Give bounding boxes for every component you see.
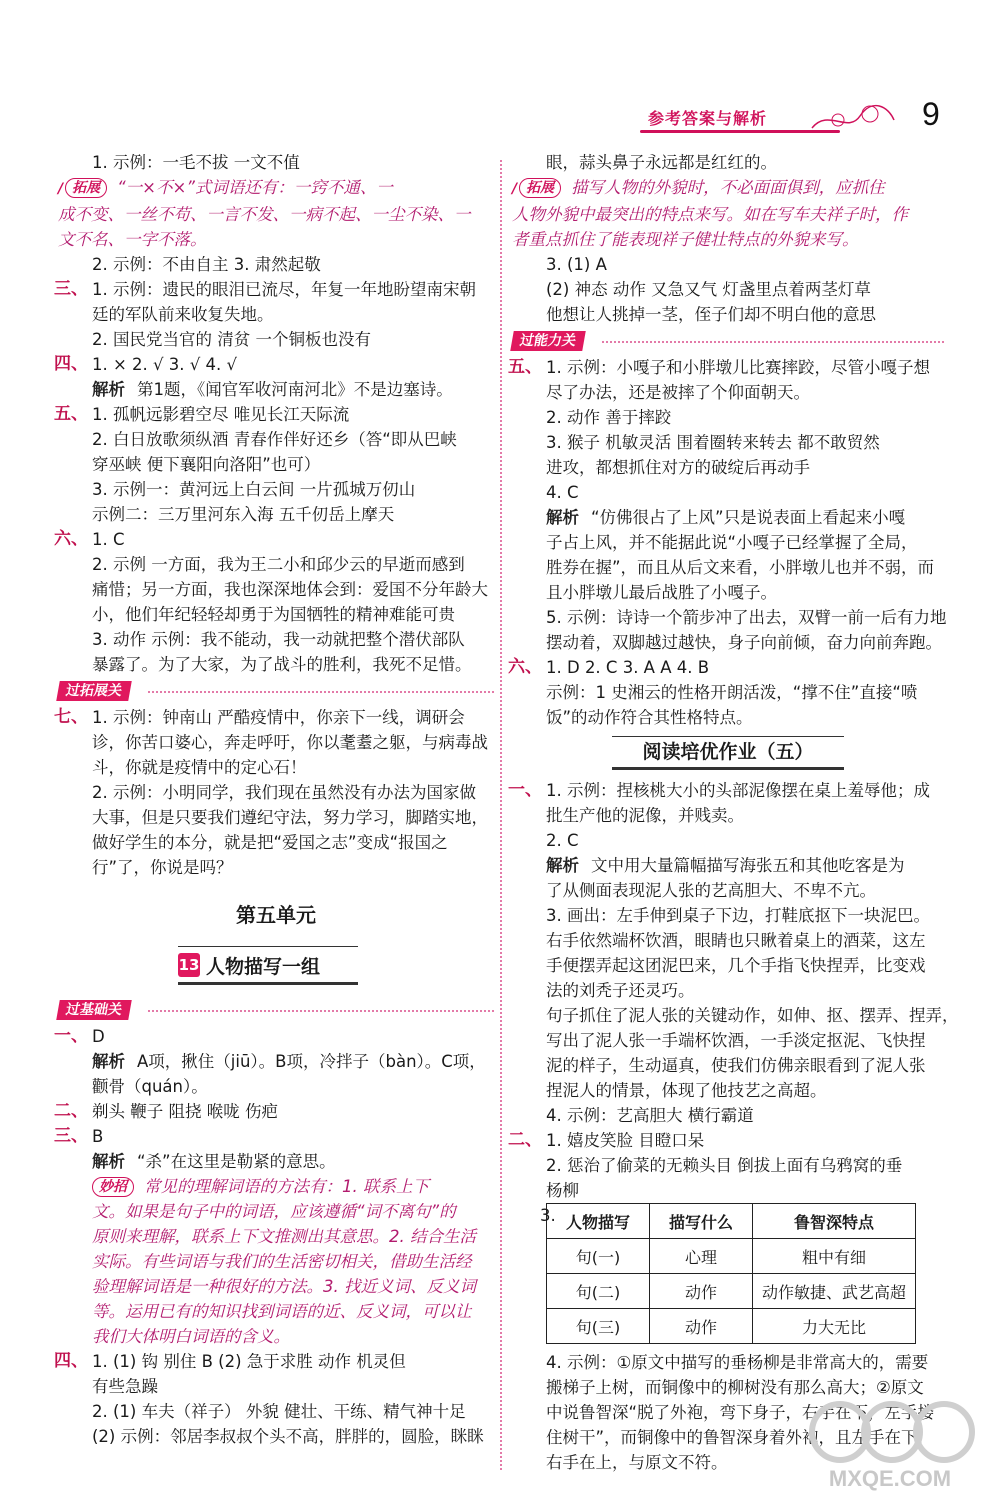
answer-line: 暴露了。为了大家，为了战斗的胜利，我死不足惜。 — [92, 655, 472, 674]
answer-line: (2) 示例：邻居李叔叔个头不高，胖胖的，圆脸，眯眯 — [92, 1427, 484, 1446]
answer-line: 手便摆弄起这团泥巴来，几个手指飞快捏弄，比变戏 — [546, 956, 926, 975]
table-cell: 句(二) — [547, 1274, 650, 1309]
section-number: 一、 — [508, 780, 542, 800]
header-title: 参考答案与解析 — [648, 109, 768, 128]
answer-line: 四、 1. (1) 钩 别住 B (2) 急于求胜 动作 机灵但 — [58, 1349, 494, 1374]
answer-line: 六、 1. C — [58, 527, 494, 552]
answer-line: 五、 1. 示例：小嘎子和小胖墩儿比赛摔跤，尽管小嘎子想 — [512, 355, 944, 380]
answer-line: 三、 B — [58, 1124, 494, 1149]
table-header-cell: 鲁智深特点 — [753, 1204, 916, 1239]
analysis-label: 解析 — [546, 856, 579, 875]
answer-line: 穿巫峡 便下襄阳向洛阳”也可） — [92, 455, 321, 474]
table-cell: 动作 — [650, 1274, 753, 1309]
answer-line: (2) 神态 动作 又急又气 灯盏里点着两茎灯草 — [546, 280, 871, 299]
watermark-logo — [800, 1392, 980, 1492]
answer-line: 泥的样子，生动逼真，使我们仿佛亲眼看到了泥人张 — [546, 1056, 926, 1075]
answer-line: 3. 猴子 机敏灵活 围着圈转来转去 都不敢贸然 — [546, 433, 880, 452]
section-band — [512, 327, 944, 355]
tip-note: 妙招 常见的理解词语的方法有：1. 联系上下 — [58, 1174, 494, 1199]
answer-line: 五、 1. 孤帆远影碧空尽 唯见长江天际流 — [58, 402, 494, 427]
answer-line: 一、 1. 示例：捏核桃大小的头部泥像摆在桌上羞辱他；成 — [512, 778, 944, 803]
answer-line: 2. 国民党当官的 清贫 一个铜板也没有 — [92, 330, 371, 349]
band-label: 过能力关 — [510, 331, 586, 351]
answer-line: 七、 1. 示例：钟南山 严酷疫情中，你亲下一线，调研会 — [58, 705, 494, 730]
table-header-cell: 人物描写 — [547, 1204, 650, 1239]
answer-line: 4. C — [546, 483, 579, 502]
answer-line: 斗，你就是疫情中的定心石！ — [92, 758, 307, 777]
section-number: 六、 — [54, 529, 88, 549]
analysis-label: 解析 — [546, 508, 579, 527]
page-header — [640, 98, 980, 138]
answer-line: 右手在上，与原文不符。 — [546, 1453, 728, 1472]
table-row — [547, 1239, 916, 1274]
answer-line: 住树干”，而铜像中的鲁智深身着外袍，且左手在下， — [546, 1428, 935, 1447]
answer-line: 尽了办法，还是被摔了个仰面朝天。 — [546, 383, 810, 402]
character-table — [546, 1203, 916, 1344]
analysis-line: 解析 文中用大量篇幅描写海张五和其他吃客是为 — [546, 856, 905, 875]
extension-line: 成不变、一丝不苟、一言不发、一病不起、一尘不染、一 — [58, 205, 471, 224]
answer-line: 摆动着，双脚越过越快，身子向前倾，奋力向前奔跑。 — [546, 633, 942, 652]
extension-note: / 拓展 “一×不×”式词语还有：一窍不通、一 — [58, 178, 393, 197]
section-number: 二、 — [508, 1130, 542, 1150]
section-number: 三、 — [54, 279, 88, 299]
table-cell: 句(三) — [547, 1309, 650, 1344]
extension-line: 人物外貌中最突出的特点来写。如在写车夫祥子时，作 — [512, 205, 908, 224]
answer-line: 写出了泥人张一手端杯饮酒，一手淡定抠泥、飞快捏 — [546, 1031, 926, 1050]
answer-line: 做好学生的本分，就是把“爱国之志”变成“报国之 — [92, 833, 448, 852]
answer-line: 眼，蒜头鼻子永远都是红红的。 — [546, 153, 777, 172]
tip-line: 验理解词语是一种很好的方法。3. 找近义词、反义词 — [92, 1277, 476, 1296]
extension-tag: 拓展 — [519, 178, 561, 198]
answer-line: 小，他们年纪轻轻却勇于为国牺牲的精神难能可贵 — [92, 605, 455, 624]
answer-line: 饭”的动作符合其性格特点。 — [546, 708, 753, 727]
left-column — [54, 150, 494, 1449]
answer-line: 诊，你苦口婆心，奔走呼吁，你以耄耋之躯，与病毒战 — [92, 733, 488, 752]
answer-line: 句子抓住了泥人张的关键动作，如伸、抠、摆弄、捏弄， — [546, 1006, 959, 1025]
answer-line: 2. C — [546, 831, 579, 850]
answer-line: 5. 示例：诗诗一个箭步冲了出去，双臂一前一后有力地 — [546, 608, 947, 627]
answer-line: 2. 示例：不由自主 3. 肃然起敬 — [92, 255, 321, 274]
page-number: 9 — [922, 96, 940, 132]
answer-line: 进攻，都想抓住对方的破绽后再动手 — [546, 458, 810, 477]
section-number: 一、 — [54, 1026, 88, 1046]
answer-line: 法的刘秃子还灵巧。 — [546, 981, 695, 1000]
analysis-line: 解析 A项，揪住（jiū）。B项，冷拌子（bàn）。C项， — [92, 1052, 486, 1071]
answer-line: 右手依然端杯饮酒，眼睛也只瞅着桌上的酒菜，这左 — [546, 931, 926, 950]
answer-line: 他想让人挑掉一茎，侄子们却不明白他的意思 — [546, 305, 876, 324]
section-title: 阅读培优作业（五） — [512, 736, 944, 770]
section-number: 六、 — [508, 657, 542, 677]
table-number: 3. — [540, 1206, 556, 1225]
analysis-line: 解析 “仿佛很占了上风”只是说表面上看起来小嘎 — [546, 508, 906, 527]
answer-line: 4. 示例：①原文中描写的垂杨柳是非常高大的，需要 — [546, 1353, 929, 1372]
answer-line: 捏泥人的情景，体现了他技艺之高超。 — [546, 1081, 827, 1100]
table-header-cell: 描写什么 — [650, 1204, 753, 1239]
section-band — [58, 996, 494, 1024]
answer-line: 二、 1. 嬉皮笑脸 目瞪口呆 — [512, 1128, 944, 1153]
flourish-icon — [808, 98, 898, 138]
answer-line: 示例二：三万里河东入海 五千仞岳上摩天 — [92, 505, 395, 524]
band-label: 过基础关 — [56, 1000, 132, 1020]
extension-line: 文不名、一字不落。 — [58, 230, 207, 249]
analysis-line: 颧骨（quán）。 — [92, 1077, 208, 1096]
analysis-line: 解析 “杀”在这里是勒紧的意思。 — [92, 1152, 336, 1171]
answer-line: 3. 画出：左手伸到桌子下边，打鞋底抠下一块泥巴。 — [546, 906, 930, 925]
analysis-line: 胜券在握”，而且从后文来看，小胖墩儿也并不弱，而 — [546, 558, 935, 577]
answer-line: 廷的军队前来收复失地。 — [92, 305, 274, 324]
answer-line: 3. 动作 示例：我不能动，我一动就把整个潜伏部队 — [92, 630, 465, 649]
unit-title: 第五单元 — [236, 903, 316, 927]
answer-line: 杨柳 — [546, 1181, 579, 1200]
table-cell: 粗中有细 — [753, 1239, 916, 1274]
section-number: 五、 — [508, 357, 542, 377]
answer-line: 4. 示例：艺高胆大 横行霸道 — [546, 1106, 754, 1125]
band-label: 过拓展关 — [56, 681, 132, 701]
analysis-line: 了从侧面表现泥人张的艺高胆大、不卑不亢。 — [546, 881, 876, 900]
answer-line: 六、 1. D 2. C 3. A A 4. B — [512, 655, 944, 680]
analysis-label: 解析 — [92, 380, 125, 399]
extension-note: / 拓展 描写人物的外貌时，不必面面俱到，应抓住 — [512, 178, 885, 197]
answer-line: 2. 白日放歌须纵酒 青春作伴好还乡（答“即从巴峡 — [92, 430, 457, 449]
table-row — [547, 1309, 916, 1344]
answer-line: 四、 1. × 2. √ 3. √ 4. √ — [58, 352, 494, 377]
answer-line: 批生产他的泥像，并贱卖。 — [546, 806, 744, 825]
answer-line: 搬梯子上树，而铜像中的柳树没有那么高大；②原文 — [546, 1378, 924, 1397]
table-cell: 心理 — [650, 1239, 753, 1274]
column-divider — [500, 160, 502, 1470]
answer-line: 中说鲁智深“脱了外袍，弯下身子，右手在下，左手搂 — [546, 1403, 935, 1422]
table-row — [547, 1274, 916, 1309]
section-number: 五、 — [54, 404, 88, 424]
table-cell: 句(一) — [547, 1239, 650, 1274]
answer-line: 1. 示例：一毛不拔 一文不值 — [92, 153, 300, 172]
answer-line: 痛惜；另一方面，我也深深地体会到：爱国不分年龄大 — [92, 580, 488, 599]
answer-line: 3. (1) A — [546, 255, 607, 274]
answer-line: 行”了，你说是吗？ — [92, 858, 233, 877]
answer-line: 有些急躁 — [92, 1377, 158, 1396]
lesson-title: 人物描写一组 — [206, 955, 321, 978]
analysis-label: 解析 — [92, 1152, 125, 1171]
table-cell: 动作敏捷、武艺高超 — [753, 1274, 916, 1309]
section-number: 四、 — [54, 1351, 88, 1371]
answer-line: 2. (1) 车夫（祥子） 外貌 健壮、干练、精气神十足 — [92, 1402, 466, 1421]
analysis-label: 解析 — [92, 1052, 125, 1071]
section-band — [58, 677, 494, 705]
answer-line: 三、 1. 示例：遗民的眼泪已流尽，年复一年地盼望南宋朝 — [58, 277, 494, 302]
answer-line: 一、 D — [58, 1024, 494, 1049]
table-cell: 动作 — [650, 1309, 753, 1344]
right-column — [508, 150, 959, 1475]
table-block — [512, 1203, 944, 1344]
answer-line: 示例：1 史湘云的性格开朗活泼，“撑不住”直接“喷 — [546, 683, 918, 702]
answer-line: 大事，但是只要我们遵纪守法，努力学习，脚踏实地， — [92, 808, 488, 827]
answer-line: 2. 动作 善于摔跤 — [546, 408, 672, 427]
answer-line: 2. 惩治了偷菜的无赖头目 倒拔上面有乌鸦窝的垂 — [546, 1156, 903, 1175]
analysis-line: 且小胖墩儿最后战胜了小嘎子。 — [546, 583, 777, 602]
table-header-row — [547, 1204, 916, 1239]
analysis-line: 解析 第1题，《闻官军收河南河北》不是边塞诗。 — [92, 380, 453, 399]
lesson-number: 13 — [178, 953, 200, 977]
answer-line: 2. 示例 一方面，我为王二小和邱少云的早逝而感到 — [92, 555, 465, 574]
watermark-text: MXQE.COM — [828, 1466, 952, 1491]
answer-line: 2. 示例：小明同学，我们现在虽然没有办法为国家做 — [92, 783, 476, 802]
tip-tag: 妙招 — [92, 1177, 134, 1197]
tip-line: 我们大体明白词语的含义。 — [92, 1327, 290, 1346]
answer-line: 3. 示例一：黄河远上白云间 一片孤城万仞山 — [92, 480, 416, 499]
tip-line: 实际。有些词语与我们的生活密切相关，借助生活经 — [92, 1252, 472, 1271]
tip-line: 原则来理解，联系上下文推测出其意思。2. 结合生活 — [92, 1227, 476, 1246]
table-cell: 力大无比 — [753, 1309, 916, 1344]
extension-tag: 拓展 — [65, 178, 107, 198]
answer-line: 二、 剃头 鞭子 阻挠 喉咙 伤疤 — [58, 1099, 494, 1124]
analysis-line: 子占上风，并不能据此说“小嘎子已经掌握了全局， — [546, 533, 918, 552]
tip-line: 文。如果是句子中的词语，应该遵循“词不离句”的 — [92, 1202, 456, 1221]
extension-line: 者重点抓住了能表现祥子健壮特点的外貌来写。 — [512, 230, 859, 249]
section-number: 三、 — [54, 1126, 88, 1146]
lesson-heading — [58, 946, 494, 990]
section-number: 四、 — [54, 354, 88, 374]
section-number: 七、 — [54, 707, 88, 727]
section-number: 二、 — [54, 1101, 88, 1121]
tip-line: 等。运用已有的知识找到词语的近、反义词，可以让 — [92, 1302, 472, 1321]
